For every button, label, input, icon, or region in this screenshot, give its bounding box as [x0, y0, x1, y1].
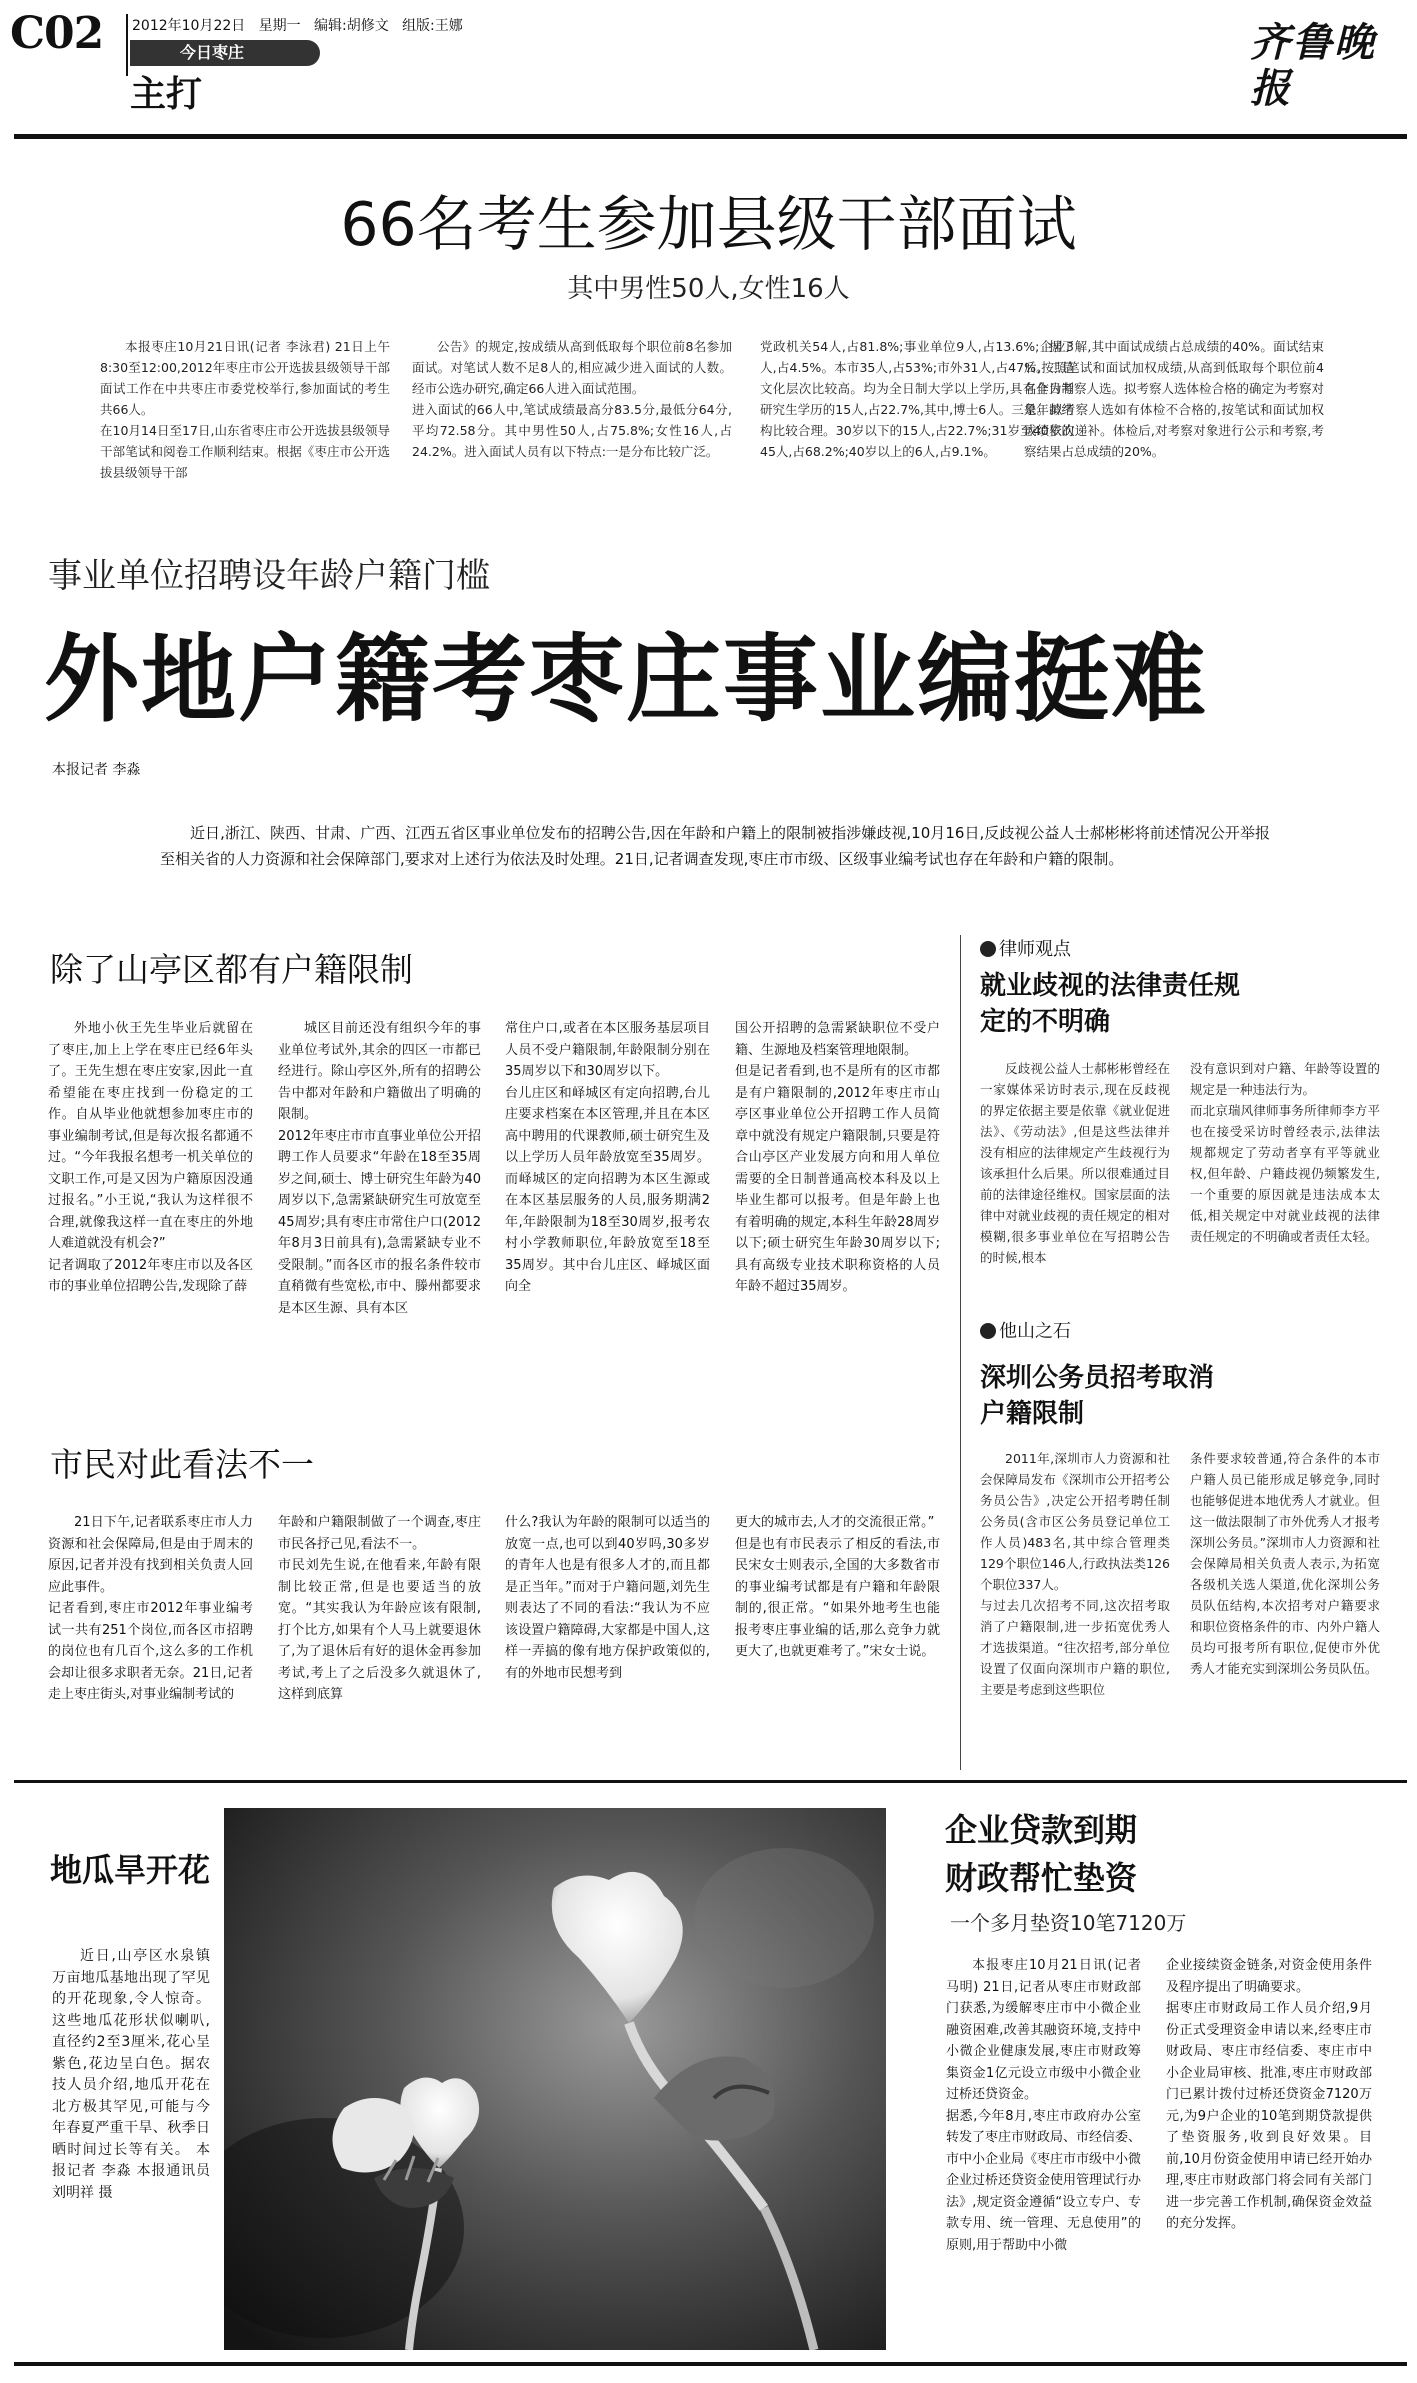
- story2-byline: 本报记者 李淼: [52, 762, 141, 778]
- story3-col1: 本报枣庄10月21日讯(记者 马明) 21日,记者从枣庄市财政部门获悉,为缓解枣庄市中小微企业融资困难,改善其融资环境,支持中小微企业健康发展,枣庄市财政筹集资金1亿元设立市级中小微企业过桥还贷资金。 据悉,今年8月,枣庄市政府办公室转发了枣庄市财政局、市经信委、市中小企业局《枣庄市市级中小微企业过桥还贷资金使用管理试行办法》,规定资金遵循“设立专户、专款专用、统一管理、无息使用”的原则,用于帮助中小微: [946, 1958, 1141, 2253]
- box1-tag-label: 律师观点: [999, 939, 1071, 960]
- story1-col2: 公告》的规定,按成绩从高到低取每个职位前8名参加面试。对笔试人数不足8人的,相应减少进入面试的人数。经市公选办研究,确定66人进入面试范围。 进入面试的66人中,笔试成绩最高分83.5分,最低分64分,平均72.58分。其中男性50人,占75.8%;女性16人,占24.2%。进入面试人员有以下特点:一是分布比较广泛。: [412, 339, 732, 459]
- header-divider-vertical: [126, 14, 128, 76]
- story1-headline: 66名考生参加县级干部面试: [340, 190, 1077, 260]
- story2-s1-col2: 城区目前还没有组织今年的事业单位考试外,其余的四区一市都已经进行。除山亭区外,所有的招聘公告中都对年龄和户籍做出了明确的限制。 2012年枣庄市市直事业单位公开招聘工作人员要求“年龄在18至35周岁之间,硕士、博士研究生年龄为40周岁以下,急需紧缺研究生可放宽至45周岁;具有枣庄市常住户口(2012年8月3日前具有),急需紧缺专业不受限制。”而各区市的报名条件较市直稍微有些宽松,市中、滕州都要求是本区生源、具有本区: [278, 1021, 481, 1316]
- story2-lead: 近日,浙江、陕西、甘肃、广西、江西五省区事业单位发布的招聘公告,因在年龄和户籍上的限制被指涉嫌歧视,10月16日,反歧视公益人士郝彬彬将前述情况公开举报至相关省的人力资源和社会保障部门,要求对上述行为依法及时处理。21日,记者调查发现,枣庄市市级、区级事业编考试也存在年龄和户籍的限制。: [160, 824, 1270, 868]
- photo-story-title: 地瓜旱开花: [50, 1851, 211, 1889]
- story2-s1-col3: 常住户口,或者在本区服务基层项目人员不受户籍限制,年龄限制分别在35周岁以下和30周岁以下。 台儿庄区和峄城区有定向招聘,台儿庄要求档案在本区管理,并且在本区高中聘用的代课教师,硕士研究生及以上学历人员年龄放宽至35周岁。而峄城区的定向招聘为本区生源或在本区基层服务的人员,服务期满2年,年龄限制为18至30周岁,报考农村小学教师职位,年龄放宽至18至35周岁。其中台儿庄区、峄城区面向全: [505, 1021, 710, 1294]
- page-number: C02: [10, 8, 104, 59]
- editor: 编辑:胡修文: [313, 18, 389, 34]
- header-rule: [14, 134, 1407, 139]
- box2-tag-bullet-icon: [980, 1323, 996, 1339]
- story2-s1-col1: 外地小伙王先生毕业后就留在了枣庄,加上上学在枣庄已经6年头了。王先生想在枣庄安家,因此一直希望能在枣庄找到一份稳定的工作。自从毕业他就想参加枣庄市的事业编制考试,但是每次报名都通不过。“今年我报名想考一机关单位的文职工作,可是又因为户籍原因没通过报名。”小王说,“我认为这样很不合理,就像我这样一直在枣庄的外地人难道就没有机会?” 记者调取了2012年枣庄市以及各区市的事业单位招聘公告,发现除了薛: [48, 1021, 253, 1294]
- story2-kicker: 事业单位招聘设年龄户籍门槛: [48, 556, 490, 596]
- box1-col1: 反歧视公益人士郝彬彬曾经在一家媒体采访时表示,现在反歧视的界定依据主要是依靠《就业促进法》、《劳动法》,但是这些法律并没有相应的法律规定产生歧视行为该承担什么后果。所以很难通过目前的法律途径维权。国家层面的法律中对就业歧视的责任规定的相对模糊,很多事业单位在写招聘公告的时候,根本: [980, 1061, 1170, 1265]
- flower-photo: [224, 1808, 886, 2350]
- story2-section1-title: 除了山亭区都有户籍限制: [50, 950, 413, 989]
- box2-tag-label: 他山之石: [999, 1321, 1071, 1342]
- sidebar-divider: [960, 935, 961, 1770]
- story1-subhead: 其中男性50人,女性16人: [567, 274, 850, 304]
- story1-col1: 本报枣庄10月21日讯(记者 李泳君) 21日上午8:30至12:00,2012年枣庄市公开选拔县级领导干部面试工作在中共枣庄市委党校举行,参加面试的考生共66人。 在10月14日至17日,山东省枣庄市公开选拔县级领导干部笔试和阅卷工作顺利结束。根据《枣庄市公开选拔县级领导干部: [100, 339, 390, 480]
- section-title: 主打: [130, 74, 203, 115]
- story1-col4: 据了解,其中面试成绩占总成绩的40%。面试结束后,按照笔试和面试加权成绩,从高到低取每个职位前4名作为考察人选。拟考察人选体检合格的确定为考察对象。拟考察人选如有体检不合格的,按笔试和面试加权成绩依次递补。体检后,对考察对象进行公示和考察,考察结果占总成绩的20%。: [1024, 339, 1324, 459]
- box2-title: 深圳公务员招考取消户籍限制: [980, 1363, 1215, 1429]
- box2-tag: [980, 1320, 1071, 1344]
- issue-weekday: 星期一: [258, 18, 301, 34]
- box1-col2: 没有意识到对户籍、年龄等设置的规定是一种违法行为。 而北京瑞风律师事务所律师李方平也在接受采访时曾经表示,法律法规都规定了劳动者享有平等就业权,但年龄、户籍歧视仍频繁发生,一个重要的原因就是违法成本太低,相关规定中对就业歧视的法律责任规定的不明确或者责任太轻。: [1190, 1061, 1380, 1244]
- story3-headline-line2: 财政帮忙垫资: [945, 1859, 1138, 1897]
- lower-rule: [14, 1780, 1407, 1783]
- story3-headline-line1: 企业贷款到期: [945, 1811, 1138, 1849]
- story2-s2-col2: 年龄和户籍限制做了一个调查,枣庄市民各抒己见,看法不一。 市民刘先生说,在他看来,年龄有限制比较正常,但是也要适当的放宽。“其实我认为年龄应该有限制,打个比方,如果有个人马上就要退休了,为了退休后有好的退休金再参加考试,考上了之后没多久就退休了,这样到底算: [278, 1515, 481, 1702]
- box2-col1: 2011年,深圳市人力资源和社会保障局发布《深圳市公开招考公务员公告》,决定公开招考聘任制公务员(含市区公务员登记单位工作人员)483名,其中综合管理类129个职位146人,行政执法类126个职位337人。 与过去几次招考不同,这次招考取消了户籍限制,进一步拓宽优秀人才选拔渠道。“往次招考,部分单位设置了仅面向深圳市户籍的职位,主要是考虑到这些职位: [980, 1451, 1170, 1697]
- box2-col2: 条件要求较普通,符合条件的本市户籍人员已能形成足够竞争,同时也能够促进本地优秀人才就业。但这一做法限制了市外优秀人才报考深圳公务员。”深圳市人力资源和社会保障局相关负责人表示,为拓宽各级机关选人渠道,优化深圳公务员队伍结构,本次招考对户籍要求和职位资格条件的市、内外户籍人员均可报考所有职位,促使市外优秀人才能充实到深圳公务员队伍。: [1190, 1451, 1380, 1676]
- story2-section2-title: 市民对此看法不一: [50, 1445, 314, 1484]
- story1-col3: 党政机关54人,占81.8%;事业单位9人,占13.6%;企业3人,占4.5%。本市35人,占53%;市外31人,占47%。二是文化层次比较高。均为全日制大学以上学历,具有全日制研究生学历的15人,占22.7%,其中,博士6人。三是年龄结构比较合理。30岁以下的15人,占22.7%;31岁至40岁的45人,占68.2%;40岁以上的6人,占9.1%。: [760, 339, 1074, 459]
- header-meta: [132, 17, 463, 35]
- box1-tag-bullet-icon: [980, 941, 996, 957]
- issue-date: 2012年10月22日: [132, 18, 246, 34]
- photo-story-text: 近日,山亭区水泉镇万亩地瓜基地出现了罕见的开花现象,令人惊奇。这些地瓜花形状似喇叭,直径约2至3厘米,花心呈紫色,花边呈白色。据农技人员介绍,地瓜开花在北方极其罕见,可能与今年春夏严重干旱、秋季日晒时间过长等有关。 本报记者 李淼 本报通讯员 刘明祥 摄: [52, 1948, 210, 2201]
- story2-s1-col4: 国公开招聘的急需紧缺职位不受户籍、生源地及档案管理地限制。 但是记者看到,也不是所有的区市都是有户籍限制的,2012年枣庄市山亭区事业单位公开招聘工作人员简章中就没有规定户籍限制,只要是符合山亭区产业发展方向和用人单位需要的全日制普通高校本科及以上毕业生都可以报考。但是年龄上也有着明确的规定,本科生年龄28周岁以下;硕士研究生年龄30周岁以下;具有高级专业技术职称资格的人员年龄不超过35周岁。: [735, 1021, 940, 1294]
- newspaper-logo: 齐鲁晚报: [1250, 19, 1376, 112]
- story3-col2: 企业接续资金链条,对资金使用条件及程序提出了明确要求。 据枣庄市财政局工作人员介绍,9月份正式受理资金申请以来,经枣庄市财政局、枣庄市经信委、枣庄市中小企业局审核、批准,枣庄市财政部门已累计拨付过桥还贷资金7120万元,为9户企业的10笔到期贷款提供了垫资服务,收到良好效果。目前,10月份资金使用申请已经开始办理,枣庄市财政部门将会同有关部门进一步完善工作机制,确保资金效益的充分发挥。: [1166, 1958, 1372, 2231]
- section-tag-label: 今日枣庄: [180, 43, 245, 62]
- story2-s2-col4: 更大的城市去,人才的交流很正常。” 但是也有市民表示了相反的看法,市民宋女士则表示,全国的大多数省市的事业编考试都是有户籍和年龄限制的,很正常。“如果外地考生也能报考枣庄事业编的话,那么竞争力就更大了,也就更难考了。”宋女士说。: [735, 1515, 940, 1659]
- box1-tag: [980, 938, 1071, 962]
- box1-title: 就业歧视的法律责任规定的不明确: [980, 971, 1241, 1037]
- story2-s2-col1: 21日下午,记者联系枣庄市人力资源和社会保障局,但是由于周末的原因,记者并没有找到相关负责人回应此事件。 记者看到,枣庄市2012年事业编考试一共有251个岗位,而各区市招聘的岗位也有几百个,这么多的工作机会却让很多求职者无奈。21日,记者走上枣庄街头,对事业编制考试的: [48, 1515, 253, 1702]
- story3-subhead: 一个多月垫资10笔7120万: [950, 1911, 1187, 1935]
- story2-headline: 外地户籍考枣庄事业编挺难: [44, 625, 1209, 735]
- footer-rule: [14, 2362, 1407, 2366]
- layout-editor: 组版:王娜: [402, 18, 463, 34]
- flower-photo-image: [224, 1808, 886, 2350]
- story2-s2-col3: 什么?我认为年龄的限制可以适当的放宽一点,也可以到40岁吗,30多岁的青年人也是有很多人才的,而且都是正当年。”而对于户籍问题,刘先生则表达了不同的看法:“我认为不应该设置户籍障碍,大家都是中国人,这样一弄搞的像有地方保护政策似的,有的外地市民想考到: [505, 1515, 710, 1681]
